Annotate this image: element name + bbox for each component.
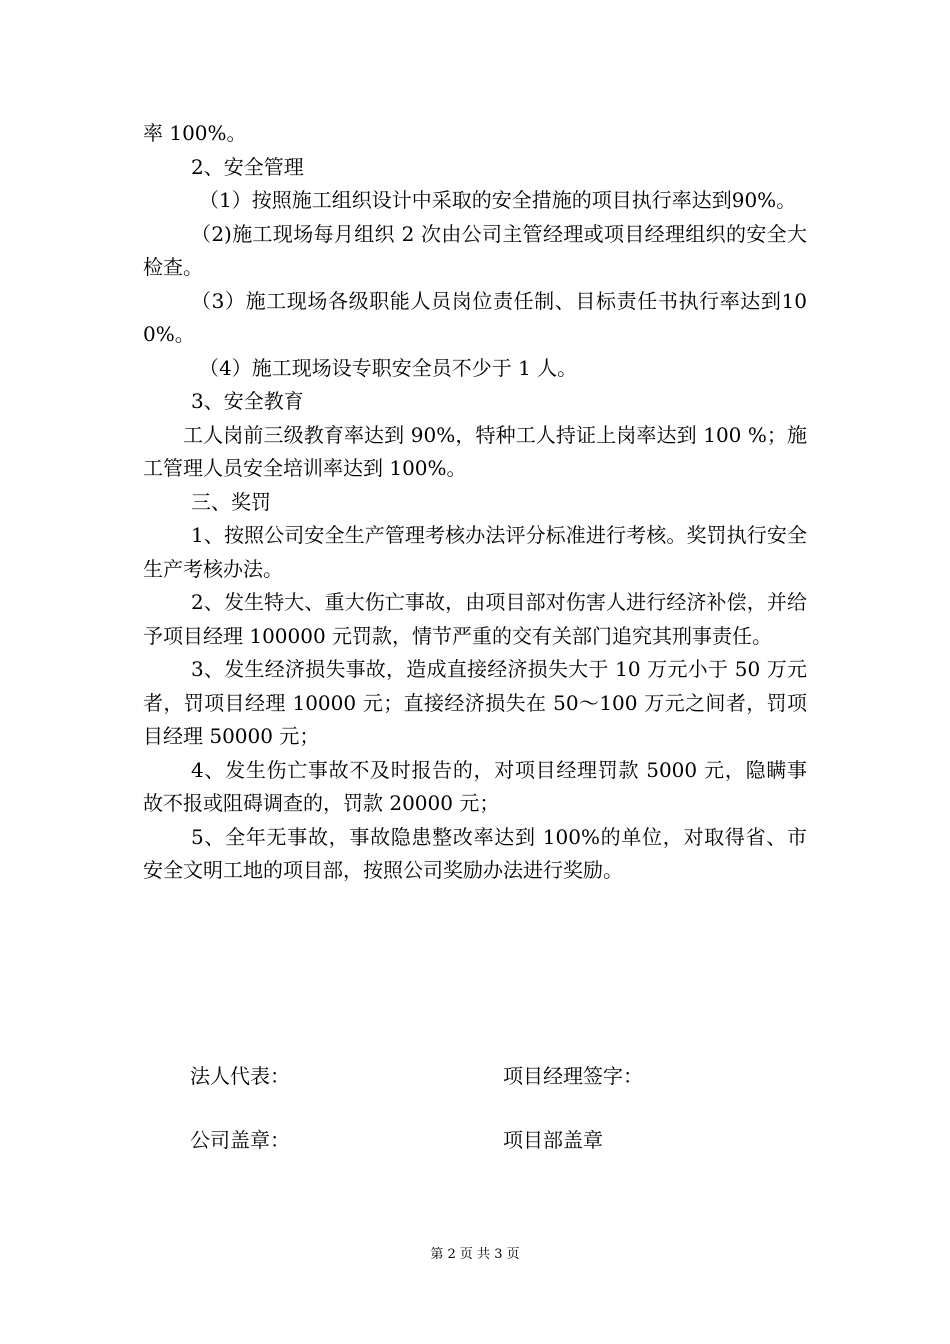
paragraph-item-1: （1）按照施工组织设计中采取的安全措施的项目执行率达到90%。 <box>199 188 797 212</box>
document-body <box>143 117 807 888</box>
project-seal-label: 项目部盖章 <box>503 1128 603 1152</box>
paragraph-reward-3: 3、发生经济损失事故，造成直接经济损失大于 10 万元小于 50 万元者，罚项目经理 10000 元；直接经济损失在 50～100 万元之间者，罚项目经理 50000 元； <box>143 657 807 748</box>
heading-safety-education: 3、安全教育 <box>191 389 304 413</box>
paragraph-reward-5: 5、全年无事故，事故隐患整改率达到 100%的单位，对取得省、市安全文明工地的项目部，按照公司奖励办法进行奖励。 <box>143 824 807 882</box>
paragraph-reward-4: 4、发生伤亡事故不及时报告的，对项目经理罚款 5000 元，隐瞒事故不报或阻碍调查的，罚款 20000 元； <box>143 757 807 815</box>
page-number: 第 2 页 共 3 页 <box>430 1247 520 1262</box>
heading-safety-management: 2、安全管理 <box>191 154 304 179</box>
paragraph-item-4: （4）施工现场设专职安全员不少于 1 人。 <box>199 355 578 380</box>
paragraph-item-2: （2)施工现场每月组织 2 次由公司主管经理或项目经理组织的安全大检查。 <box>143 221 807 279</box>
pm-signature-label: 项目经理签字： <box>503 1064 643 1088</box>
signature-row-2 <box>190 1126 790 1154</box>
signature-row-1 <box>190 1062 790 1090</box>
legal-rep-label: 法人代表： <box>190 1064 290 1088</box>
paragraph-reward-2: 2、发生特大、重大伤亡事故，由项目部对伤害人进行经济补偿，并给予项目经理 100000 元罚款，情节严重的交有关部门追究其刑事责任。 <box>143 590 807 648</box>
paragraph-education: 工人岗前三级教育率达到 90%，特种工人持证上岗率达到 100 %；施工管理人员安全培训率达到 100%。 <box>143 422 807 480</box>
company-seal-label: 公司盖章： <box>190 1128 290 1152</box>
heading-rewards-penalties: 三、奖罚 <box>191 489 271 514</box>
paragraph-reward-1: 1、按照公司安全生产管理考核办法评分标准进行考核。奖罚执行安全生产考核办法。 <box>143 523 807 581</box>
page-footer <box>0 1246 950 1264</box>
paragraph-continuation: 率 100%。 <box>143 121 247 145</box>
paragraph-item-3: （3）施工现场各级职能人员岗位责任制、目标责任书执行率达到100%。 <box>143 288 807 346</box>
